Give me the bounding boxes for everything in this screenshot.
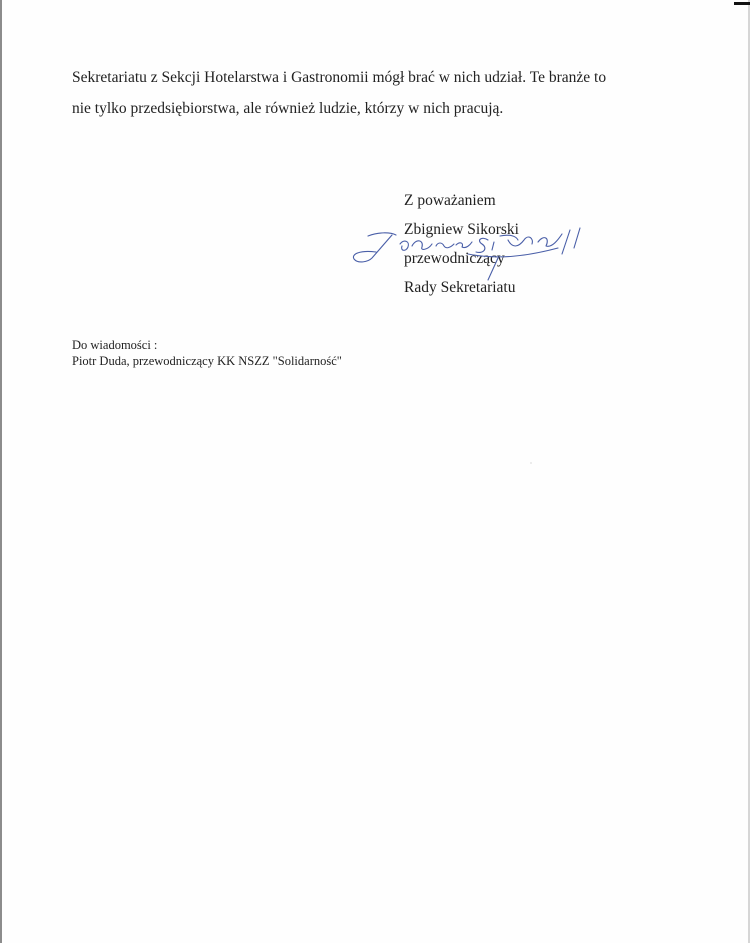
cc-recipient: Piotr Duda, przewodniczący KK NSZZ "Solidarność" bbox=[72, 354, 342, 368]
scan-speck bbox=[530, 462, 532, 464]
cc-block bbox=[72, 337, 342, 369]
body-line-2: nie tylko przedsiębiorstwa, ale również ludzie, którzy w nich pracują. bbox=[72, 100, 504, 117]
signer-name: Zbigniew Sikorski bbox=[404, 221, 519, 238]
cc-heading: Do wiadomości : bbox=[72, 338, 158, 352]
letter-body bbox=[72, 62, 692, 124]
body-line-1: Sekretariatu z Sekcji Hotelarstwa i Gastronomii mógł brać w nich udział. Te branże to bbox=[72, 69, 607, 86]
signoff-block bbox=[404, 186, 519, 302]
corner-mark bbox=[734, 2, 750, 5]
signer-role-line-2: Rady Sekretariatu bbox=[404, 279, 516, 296]
signer-role-line-1: przewodniczący bbox=[404, 250, 505, 267]
closing-phrase: Z poważaniem bbox=[404, 192, 496, 209]
page-left-border bbox=[0, 0, 2, 943]
